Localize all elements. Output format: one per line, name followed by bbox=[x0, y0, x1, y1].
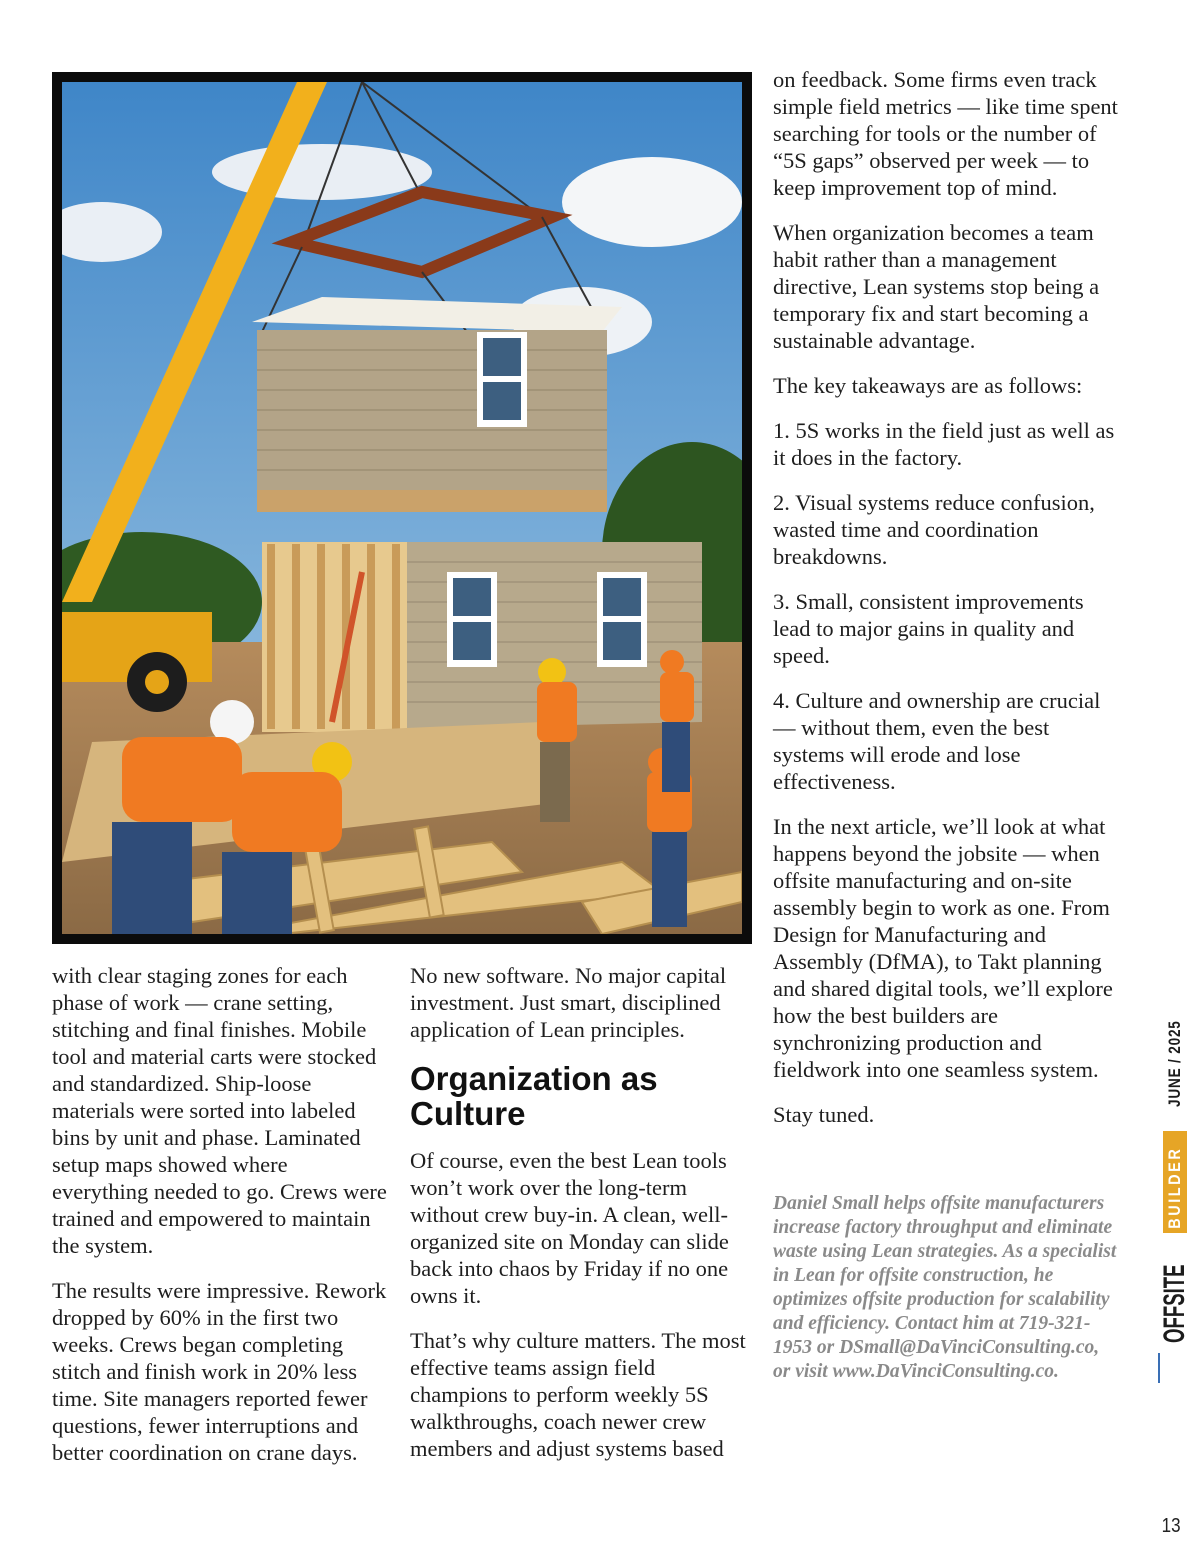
article-column-left bbox=[52, 962, 387, 1484]
body-paragraph: The key takeaways are as follows: bbox=[773, 373, 1083, 398]
masthead-builder: BUILDER bbox=[1163, 1131, 1187, 1233]
takeaway-item: 2. Visual systems reduce confusion, wasted time and coordination breakdowns. bbox=[773, 490, 1095, 569]
body-paragraph: In the next article, we’ll look at what happens beyond the jobsite — when offsite manufacturing and on-site assembly begin to work as one. From Design for Manufacturing and Assembly (DfMA), to Takt planning and shared digital tools, we’ll explore how the best builders are synchronizing production and fieldwork into one seamless system. bbox=[773, 814, 1113, 1082]
divider bbox=[1158, 1353, 1160, 1383]
author-bio: Daniel Small helps offsite manufacturers increase factory throughput and eliminate waste using Lean strategies. As a specialist in Lean for offsite construction, he optimizes offsite production for scalability and efficiency. Contact him at 719-321-1953 or DSmall@DaVinciConsulting.co, or visit www.DaVinciConsulting.co. bbox=[773, 1193, 1117, 1382]
modular-home-crane-photo bbox=[62, 82, 742, 934]
article-photo-frame bbox=[52, 72, 752, 944]
page-number: 13 bbox=[1161, 1515, 1181, 1537]
body-paragraph: with clear staging zones for each phase of work — crane setting, stitching and final finishes. Mobile tool and material carts were stocked and standardized. Ship-loose materials were sorted into labeled bins by unit and phase. Laminated setup maps showed where everything needed to go. Crews were trained and empowered to maintain the system. bbox=[52, 963, 387, 1258]
takeaway-item: 3. Small, consistent improvements lead to major gains in quality and speed. bbox=[773, 589, 1084, 668]
masthead-offsite: OFFSITE bbox=[1158, 1264, 1191, 1343]
takeaway-item: 4. Culture and ownership are crucial — without them, even the best systems will erode and lose effectiveness. bbox=[773, 688, 1101, 794]
issue-date: JUNE / 2025 bbox=[1165, 1020, 1184, 1107]
body-paragraph: Stay tuned. bbox=[773, 1102, 875, 1127]
body-paragraph: No new software. No major capital investment. Just smart, disciplined application of Lean principles. bbox=[410, 963, 727, 1042]
module-floor bbox=[257, 490, 607, 512]
section-heading: Organization as Culture bbox=[410, 1060, 658, 1132]
body-paragraph: on feedback. Some firms even track simple field metrics — like time spent searching for tools or the number of “5S gaps” observed per week — to keep improvement top of mind. bbox=[773, 67, 1118, 200]
cloud bbox=[562, 157, 742, 247]
article-column-right bbox=[773, 66, 1118, 1402]
article-column-middle bbox=[410, 962, 755, 1480]
body-paragraph: When organization becomes a team habit rather than a management directive, Lean systems stop being a temporary fix and start becoming a sustainable advantage. bbox=[773, 220, 1100, 353]
takeaway-item: 1. 5S works in the field just as well as it does in the factory. bbox=[773, 418, 1115, 470]
body-paragraph: Of course, even the best Lean tools won’t work over the long-term without crew buy-in. A clean, well-organized site on Monday can slide back into chaos by Friday if no one owns it. bbox=[410, 1148, 729, 1308]
body-paragraph: The results were impressive. Rework dropped by 60% in the first two weeks. Crews began completing stitch and finish work in 20% less time. Site managers reported fewer questions, fewer interruptions and better coordination on crane days. bbox=[52, 1278, 387, 1465]
body-paragraph: That’s why culture matters. The most effective teams assign field champions to perform weekly 5S walkthroughs, coach newer crew members and adjust systems based bbox=[410, 1328, 746, 1461]
